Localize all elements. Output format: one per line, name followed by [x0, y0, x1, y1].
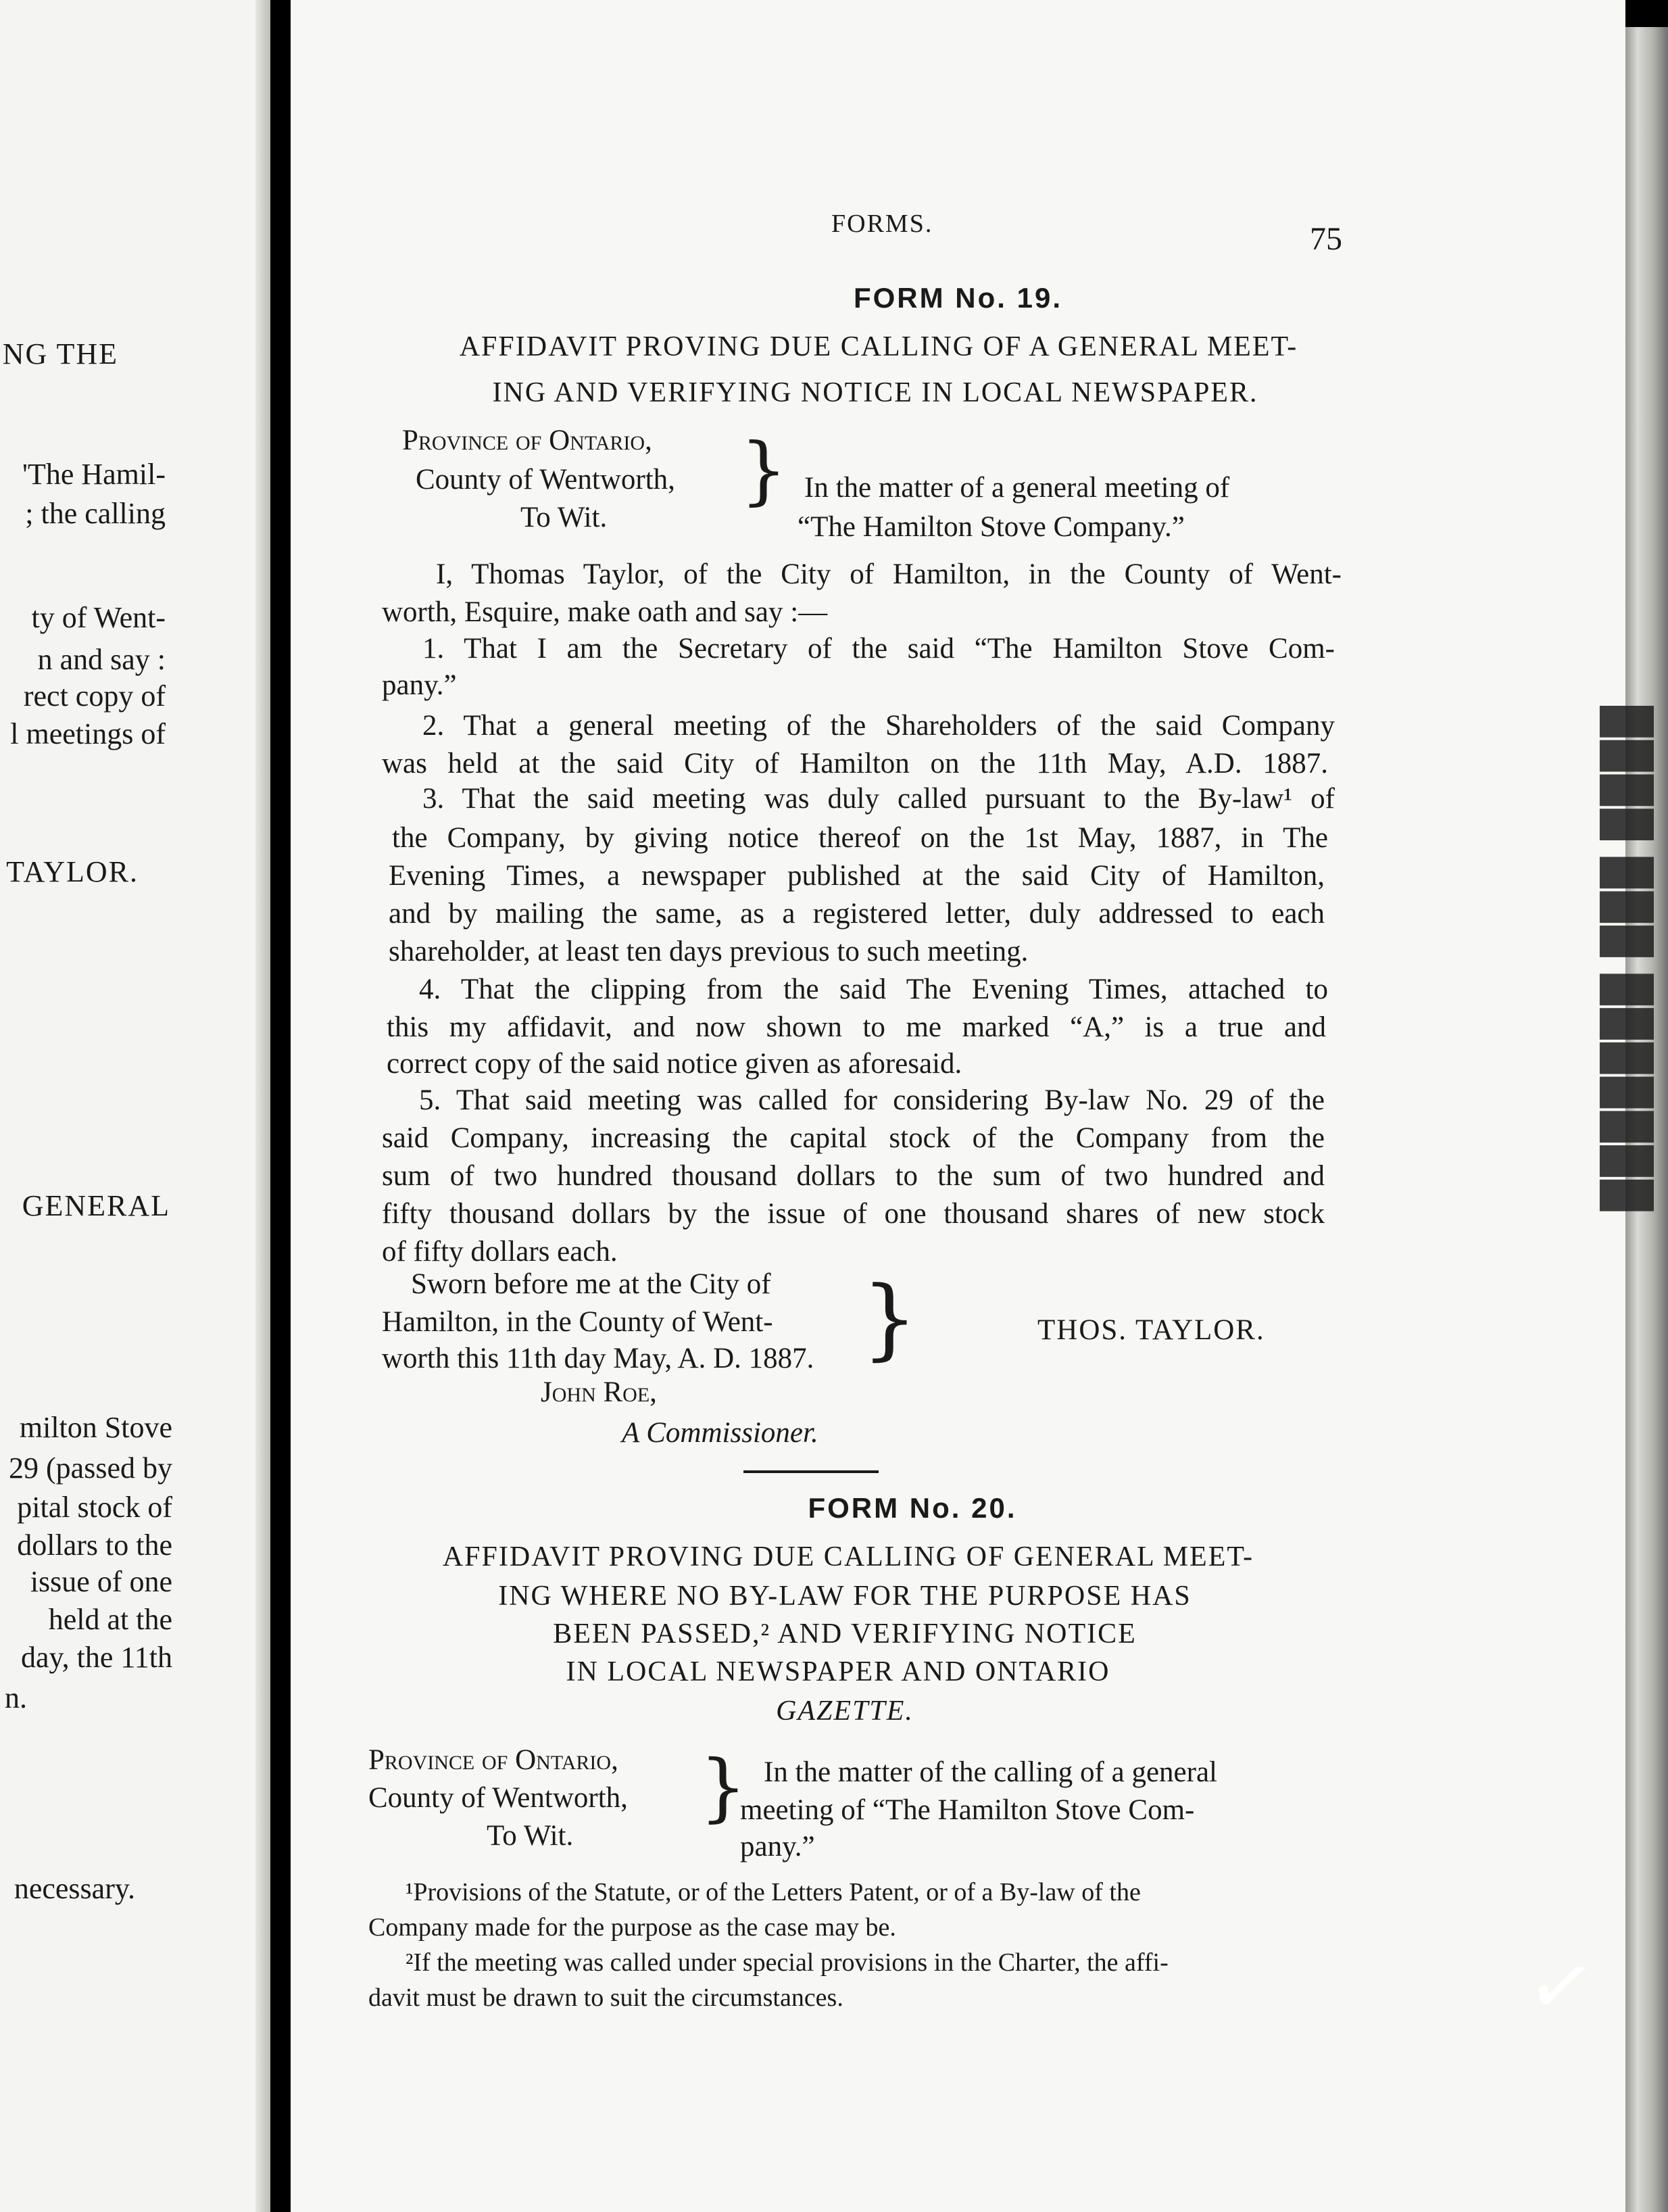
- matter-line: In the matter of a general meeting of: [804, 472, 1230, 504]
- commissioner-name: John Roe,: [541, 1376, 657, 1408]
- body-line: and by mailing the same, as a registered letter, duly addressed to each: [389, 898, 1325, 930]
- form19-heading-line: ING AND VERIFYING NOTICE IN LOCAL NEWSPAPER.: [492, 377, 1258, 408]
- brace-icon: }: [862, 1267, 918, 1370]
- form19-title: FORM No. 19.: [853, 282, 1063, 314]
- facing-line: n.: [5, 1681, 27, 1714]
- footnote-line: davit must be drawn to suit the circumstances.: [368, 1983, 843, 2012]
- edge-stamp-icon: ███████ ███ ████: [1601, 703, 1650, 1211]
- matter-line: “The Hamilton Stove Company.”: [798, 511, 1185, 543]
- form20-heading-line: GAZETTE.: [776, 1696, 914, 1727]
- jurat-line: Sworn before me at the City of: [411, 1268, 771, 1300]
- body-line: 2. That a general meeting of the Shareholders of the said Company: [422, 710, 1335, 742]
- facing-line: GENERAL: [22, 1189, 170, 1222]
- venue-county: County of Wentworth,: [368, 1782, 628, 1814]
- deponent-signature: THOS. TAYLOR.: [1037, 1314, 1265, 1346]
- footnote-line: ²If the meeting was called under special provisions in the Charter, the affi-: [406, 1948, 1169, 1977]
- form20-heading-line: IN LOCAL NEWSPAPER AND ONTARIO: [566, 1656, 1110, 1687]
- venue-province: Province of Ontario,: [402, 425, 652, 456]
- body-line: said Company, increasing the capital stock of the Company from the: [382, 1122, 1325, 1154]
- body-line: worth, Esquire, make oath and say :—: [382, 596, 828, 628]
- form20-heading-line: AFFIDAVIT PROVING DUE CALLING OF GENERAL MEET-: [442, 1541, 1254, 1572]
- body-line: I, Thomas Taylor, of the City of Hamilton, in the County of Went-: [436, 558, 1342, 590]
- facing-page: [0, 0, 270, 2212]
- commissioner-title: A Commissioner.: [622, 1417, 818, 1449]
- facing-line: day, the 11th: [20, 1641, 172, 1674]
- form20-heading-line: BEEN PASSED,² AND VERIFYING NOTICE: [553, 1618, 1137, 1650]
- body-line: this my affidavit, and now shown to me marked “A,” is a true and: [387, 1011, 1326, 1043]
- gutter-shadow: [255, 0, 270, 2212]
- body-line: 1. That I am the Secretary of the said “The Hamilton Stove Com-: [422, 633, 1335, 665]
- section-divider: [743, 1470, 879, 1473]
- facing-line: n and say :: [37, 643, 166, 676]
- facing-line: ; the calling: [25, 497, 166, 530]
- form20-title: FORM No. 20.: [808, 1492, 1017, 1524]
- body-line: sum of two hundred thousand dollars to the sum of two hundred and: [382, 1160, 1325, 1192]
- facing-line: rect copy of: [23, 679, 166, 713]
- facing-line: ty of Went-: [31, 601, 166, 634]
- brace-icon: }: [740, 427, 787, 513]
- body-line: fifty thousand dollars by the issue of one thousand shares of new stock: [382, 1198, 1325, 1230]
- facing-line: 'The Hamil-: [22, 458, 166, 491]
- body-line: 3. That the said meeting was duly called pursuant to the By-law¹ of: [422, 783, 1335, 815]
- form19-heading-line: AFFIDAVIT PROVING DUE CALLING OF A GENERAL MEET-: [459, 331, 1298, 362]
- pencil-check-mark-icon: ✓: [1520, 1937, 1603, 2038]
- jurat-line: worth this 11th day May, A. D. 1887.: [382, 1343, 814, 1374]
- facing-line: necessary.: [14, 1872, 135, 1905]
- page-number: 75: [1310, 221, 1342, 257]
- facing-line: l meetings of: [10, 717, 166, 750]
- form20-heading-line: ING WHERE NO BY-LAW FOR THE PURPOSE HAS: [498, 1581, 1192, 1612]
- footnote-line: ¹Provisions of the Statute, or of the Letters Patent, or of a By-law of the: [406, 1878, 1141, 1906]
- brace-icon: }: [700, 1744, 747, 1830]
- venue-province: Province of Ontario,: [368, 1744, 618, 1776]
- body-line: Evening Times, a newspaper published at the said City of Hamilton,: [389, 860, 1325, 892]
- venue-county: County of Wentworth,: [416, 464, 675, 496]
- facing-line: NG THE: [2, 337, 118, 370]
- matter-line: meeting of “The Hamilton Stove Com-: [740, 1794, 1195, 1826]
- body-line: was held at the said City of Hamilton on the 11th May, A.D. 1887.: [382, 748, 1328, 779]
- facing-line: held at the: [48, 1603, 172, 1636]
- body-line: 4. That the clipping from the said The Evening Times, attached to: [419, 973, 1328, 1005]
- facing-line: dollars to the: [17, 1529, 172, 1562]
- facing-line: pital stock of: [17, 1491, 172, 1524]
- matter-line: In the matter of the calling of a general: [764, 1756, 1217, 1788]
- facing-line: milton Stove: [19, 1411, 172, 1444]
- footnote-line: Company made for the purpose as the case may be.: [368, 1913, 896, 1942]
- body-line: the Company, by giving notice thereof on the 1st May, 1887, in The: [392, 822, 1328, 854]
- matter-line: pany.”: [740, 1831, 815, 1862]
- facing-line: 29 (passed by: [9, 1451, 172, 1485]
- body-line: of fifty dollars each.: [382, 1236, 618, 1268]
- jurat-line: Hamilton, in the County of Went-: [382, 1306, 773, 1338]
- facing-line: issue of one: [30, 1565, 172, 1598]
- running-head: FORMS.: [831, 210, 933, 238]
- facing-line: TAYLOR.: [6, 855, 139, 888]
- venue-to-wit: To Wit.: [520, 502, 608, 533]
- body-line: pany.”: [382, 669, 457, 701]
- venue-to-wit: To Wit.: [487, 1820, 574, 1852]
- body-line: 5. That said meeting was called for considering By-law No. 29 of the: [419, 1084, 1325, 1116]
- body-line: correct copy of the said notice given as aforesaid.: [387, 1048, 962, 1080]
- body-line: shareholder, at least ten days previous to such meeting.: [389, 936, 1029, 967]
